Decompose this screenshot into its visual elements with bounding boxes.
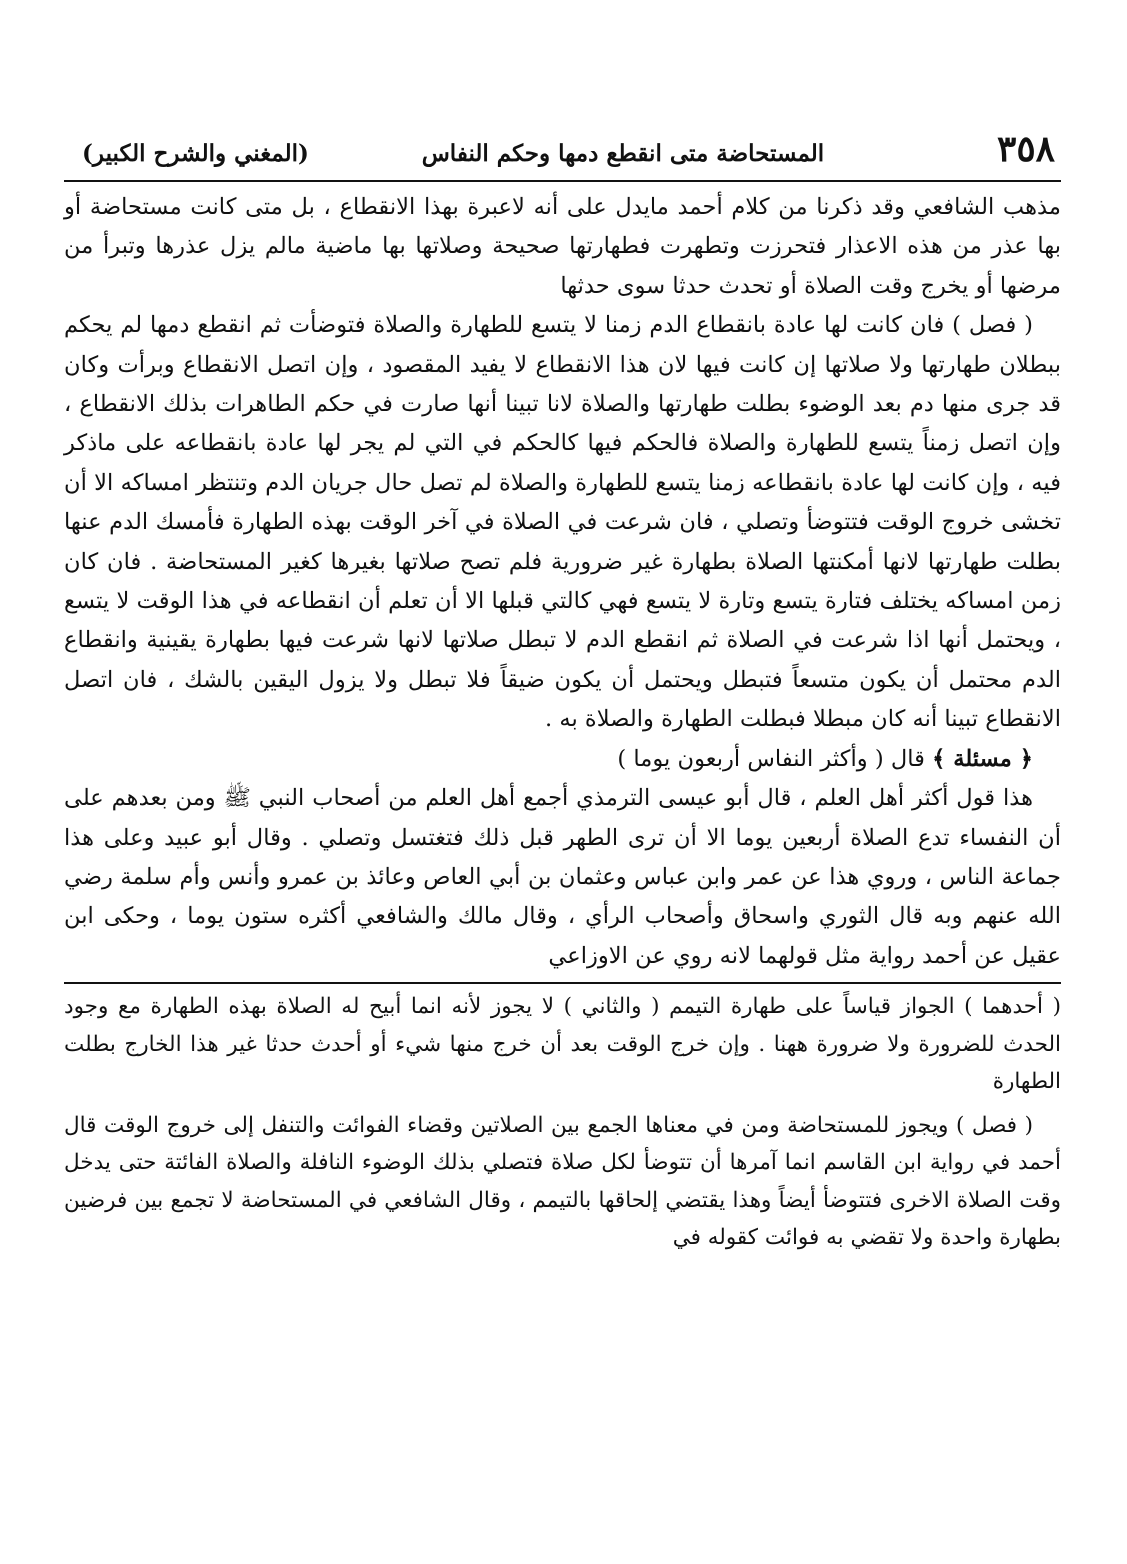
masala-text: قال ( وأكثر النفاس أربعون يوما ) [617, 745, 925, 772]
book-title: (المغني والشرح الكبير) [82, 140, 309, 167]
page-header [64, 128, 1061, 182]
paragraph-fasl: ( فصل ) فان كانت لها عادة بانقطاع الدم زمنا لا يتسع للطهارة والصلاة فتوضأت ثم انقطع دمها لم يحكم ببطلان طهارتها ولا صلاتها إن كانت فيها لان هذا الانقطاع لا يفيد المقصود ، وإن اتصل الانقطاع وبرأت وكان قد جرى منها دم بعد الوضوء بطلت طهارتها والصلاة لانا تبينا أنها صارت في حكم الطاهرات بذلك الانقطاع ، وإن اتصل زمناً يتسع للطهارة والصلاة فالحكم فيها كالحكم في التي لم يجر لها عادة بانقطاعه على ماذكر فيه ، وإن كانت لها عادة بانقطاعه زمنا يتسع للطهارة والصلاة لم تصل حال جريان الدم وتنتظر امساكه الا أن تخشى خروج الوقت فتتوضأ وتصلي ، فان شرعت في الصلاة في آخر الوقت بهذه الطهارة فأمسك الدم عنها بطلت طهارتها لانها أمكنتها الصلاة بطهارة غير ضرورية فلم تصح صلاتها بغيرها كغير المستحاضة . فان كان زمن امساكه يختلف فتارة يتسع وتارة لا يتسع فهي كالتي قبلها الا أن تعلم أن انقطاعه في هذا الوقت لا يتسع ، ويحتمل أنها اذا شرعت في الصلاة ثم انقطع الدم لا تبطل صلاتها لانها شرعت فيها بطهارة يقينية وانقطاع الدم محتمل أن يكون متسعاً فتبطل ويحتمل أن يكون ضيقاً فلا تبطل ولا يزول اليقين بالشك ، فان اتصل الانقطاع تبينا أنه كان مبطلا فبطلت الطهارة والصلاة به . [64, 312, 1061, 733]
paragraph-opening: مذهب الشافعي وقد ذكرنا من كلام أحمد مايدل على أنه لاعبرة بهذا الانقطاع ، بل متى كانت مستحاضة أو بها عذر من هذه الاعذار فتحرزت وتطهرت فطهارتها صحيحة وصلاتها بها ماضية مالم يزل عذرها وتبرأ من مرضها أو يخرج وقت الصلاة أو تحدث حدثا سوى حدثها [64, 194, 1061, 299]
running-title: المستحاضة متى انقطع دمها وحكم النفاس [421, 140, 825, 167]
masala-heading [64, 740, 1061, 779]
main-text [64, 188, 1061, 976]
page-number: ٣٥٨ [996, 128, 1055, 170]
sharh-paragraph-2: ( فصل ) ويجوز للمستحاضة ومن في معناها الجمع بين الصلاتين وقضاء الفوائت والتنفل إلى خروج الوقت قال أحمد في رواية ابن القاسم انما آمرها أن تتوضأ لكل صلاة فتصلي بذلك الوضوء النافلة والصلاة الفائتة حتى يدخل وقت الصلاة الاخرى فتتوضأ أيضاً وهذا يقتضي إلحاقها بالتيمم ، وقال الشافعي في المستحاضة لا تجمع بين فرضين بطهارة واحدة ولا تقضي به فوائت كقوله في [64, 1112, 1061, 1251]
footnote-divider [64, 982, 1061, 984]
sharh-text [64, 988, 1061, 1257]
paragraph-nifas: هذا قول أكثر أهل العلم ، قال أبو عيسى الترمذي أجمع أهل العلم من أصحاب النبي ﷺ ومن بعدهم على أن النفساء تدع الصلاة أربعين يوما الا أن ترى الطهر قبل ذلك فتغتسل وتصلي . وقال أبو عبيد وعلى هذا جماعة الناس ، وروي هذا عن عمر وابن عباس وعثمان بن أبي العاص وعائذ بن عمرو وأنس وأم سلمة رضي الله عنهم وبه قال الثوري واسحاق وأصحاب الرأي ، وقال مالك والشافعي أكثره ستون يوما ، وحكى ابن عقيل عن أحمد رواية مثل قولهما لانه روي عن الاوزاعي [64, 785, 1061, 969]
sharh-paragraph-1: ( أحدهما ) الجواز قياساً على طهارة التيمم ( والثاني ) لا يجوز لأنه انما أبيح له الصلاة بهذه الطهارة مع وجود الحدث للضرورة ولا ضرورة ههنا . وإن خرج الوقت بعد أن خرج منها شيء أو أحدث حدثا غير هذا الخارج بطلت الطهارة [64, 994, 1061, 1095]
masala-label: ﴿ مسئلة ﴾ [932, 745, 1033, 772]
